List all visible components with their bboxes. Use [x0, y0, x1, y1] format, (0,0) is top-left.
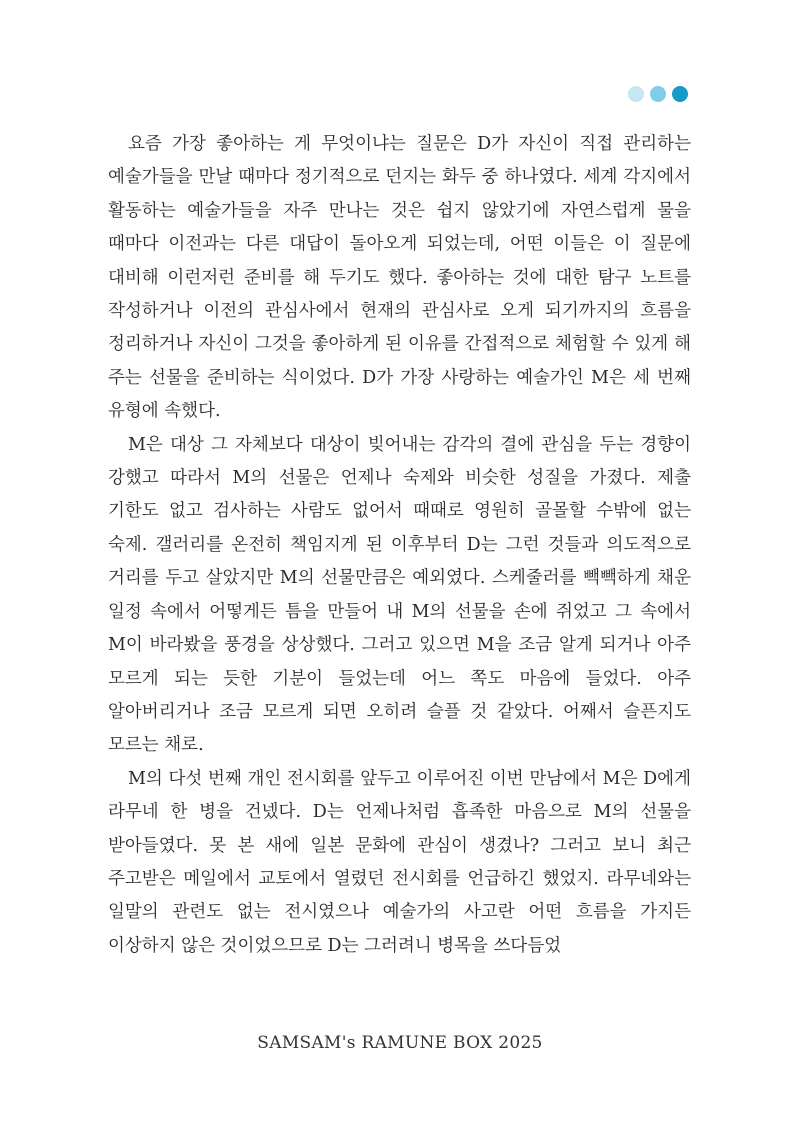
light-blue-dot-icon	[628, 86, 644, 102]
dark-blue-dot-icon	[672, 86, 688, 102]
paragraph: M의 다섯 번째 개인 전시회를 앞두고 이루어진 이번 만남에서 M은 D에게 라무네 한 병을 건넸다. D는 언제나처럼 흡족한 마음으로 M의 선물을 받아들였다. 못 본 새에 일본 문화에 관심이 생겼나? 그러고 보니 최근 주고받은 메일에서 교토에서 열렸던 전시회를 언급하긴 했었지. 라무네와는 일말의 관련도 없는 전시였으나 예술가의 사고란 어떤 흐름을 가지든 이상하지 않은 것이었으므로 D는 그러려니 병목을 쓰다듬었	[108, 768, 691, 956]
paragraph: 요즘 가장 좋아하는 게 무엇이냐는 질문은 D가 자신이 직접 관리하는 예술가들을 만날 때마다 정기적으로 던지는 화두 중 하나였다. 세계 각지에서 활동하는 예술가들을 자주 만나는 것은 쉽지 않았기에 자연스럽게 물을 때마다 이전과는 다른 대답이 돌아오게 되었는데, 어떤 이들은 이 질문에 대비해 이런저런 준비를 해 두기도 했다. 좋아하는 것에 대한 탐구 노트를 작성하거나 이전의 관심사에서 현재의 관심사로 오게 되기까지의 흐름을 정리하거나 자신이 그것을 좋아하게 된 이유를 간접적으로 체험할 수 있게 해 주는 선물을 준비하는 식이었다. D가 가장 사랑하는 예술가인 M은 세 번째 유형에 속했다.	[108, 134, 691, 422]
body-text	[108, 128, 691, 963]
page-footer: SAMSAM's RAMUNE BOX 2025	[257, 1033, 543, 1053]
medium-blue-dot-icon	[650, 86, 666, 102]
paragraph: M은 대상 그 자체보다 대상이 빚어내는 감각의 결에 관심을 두는 경향이 강했고 따라서 M의 선물은 언제나 숙제와 비슷한 성질을 가졌다. 제출 기한도 없고 검사하는 사람도 없어서 때때로 영원히 골몰할 수밖에 없는 숙제. 갤러리를 온전히 책임지게 된 이후부터 D는 그런 것들과 의도적으로 거리를 두고 살았지만 M의 선물만큼은 예외였다. 스케줄러를 빽빽하게 채운 일정 속에서 어떻게든 틈을 만들어 내 M의 선물을 손에 쥐었고 그 속에서 M이 바라봤을 풍경을 상상했다. 그러고 있으면 M을 조금 알게 되거나 아주 모르게 되는 듯한 기분이 들었는데 어느 쪽도 마음에 들었다. 아주 알아버리거나 조금 모르게 되면 오히려 슬플 것 같았다. 어째서 슬픈지도 모르는 채로.	[108, 434, 691, 756]
decorative-dots	[628, 86, 688, 102]
